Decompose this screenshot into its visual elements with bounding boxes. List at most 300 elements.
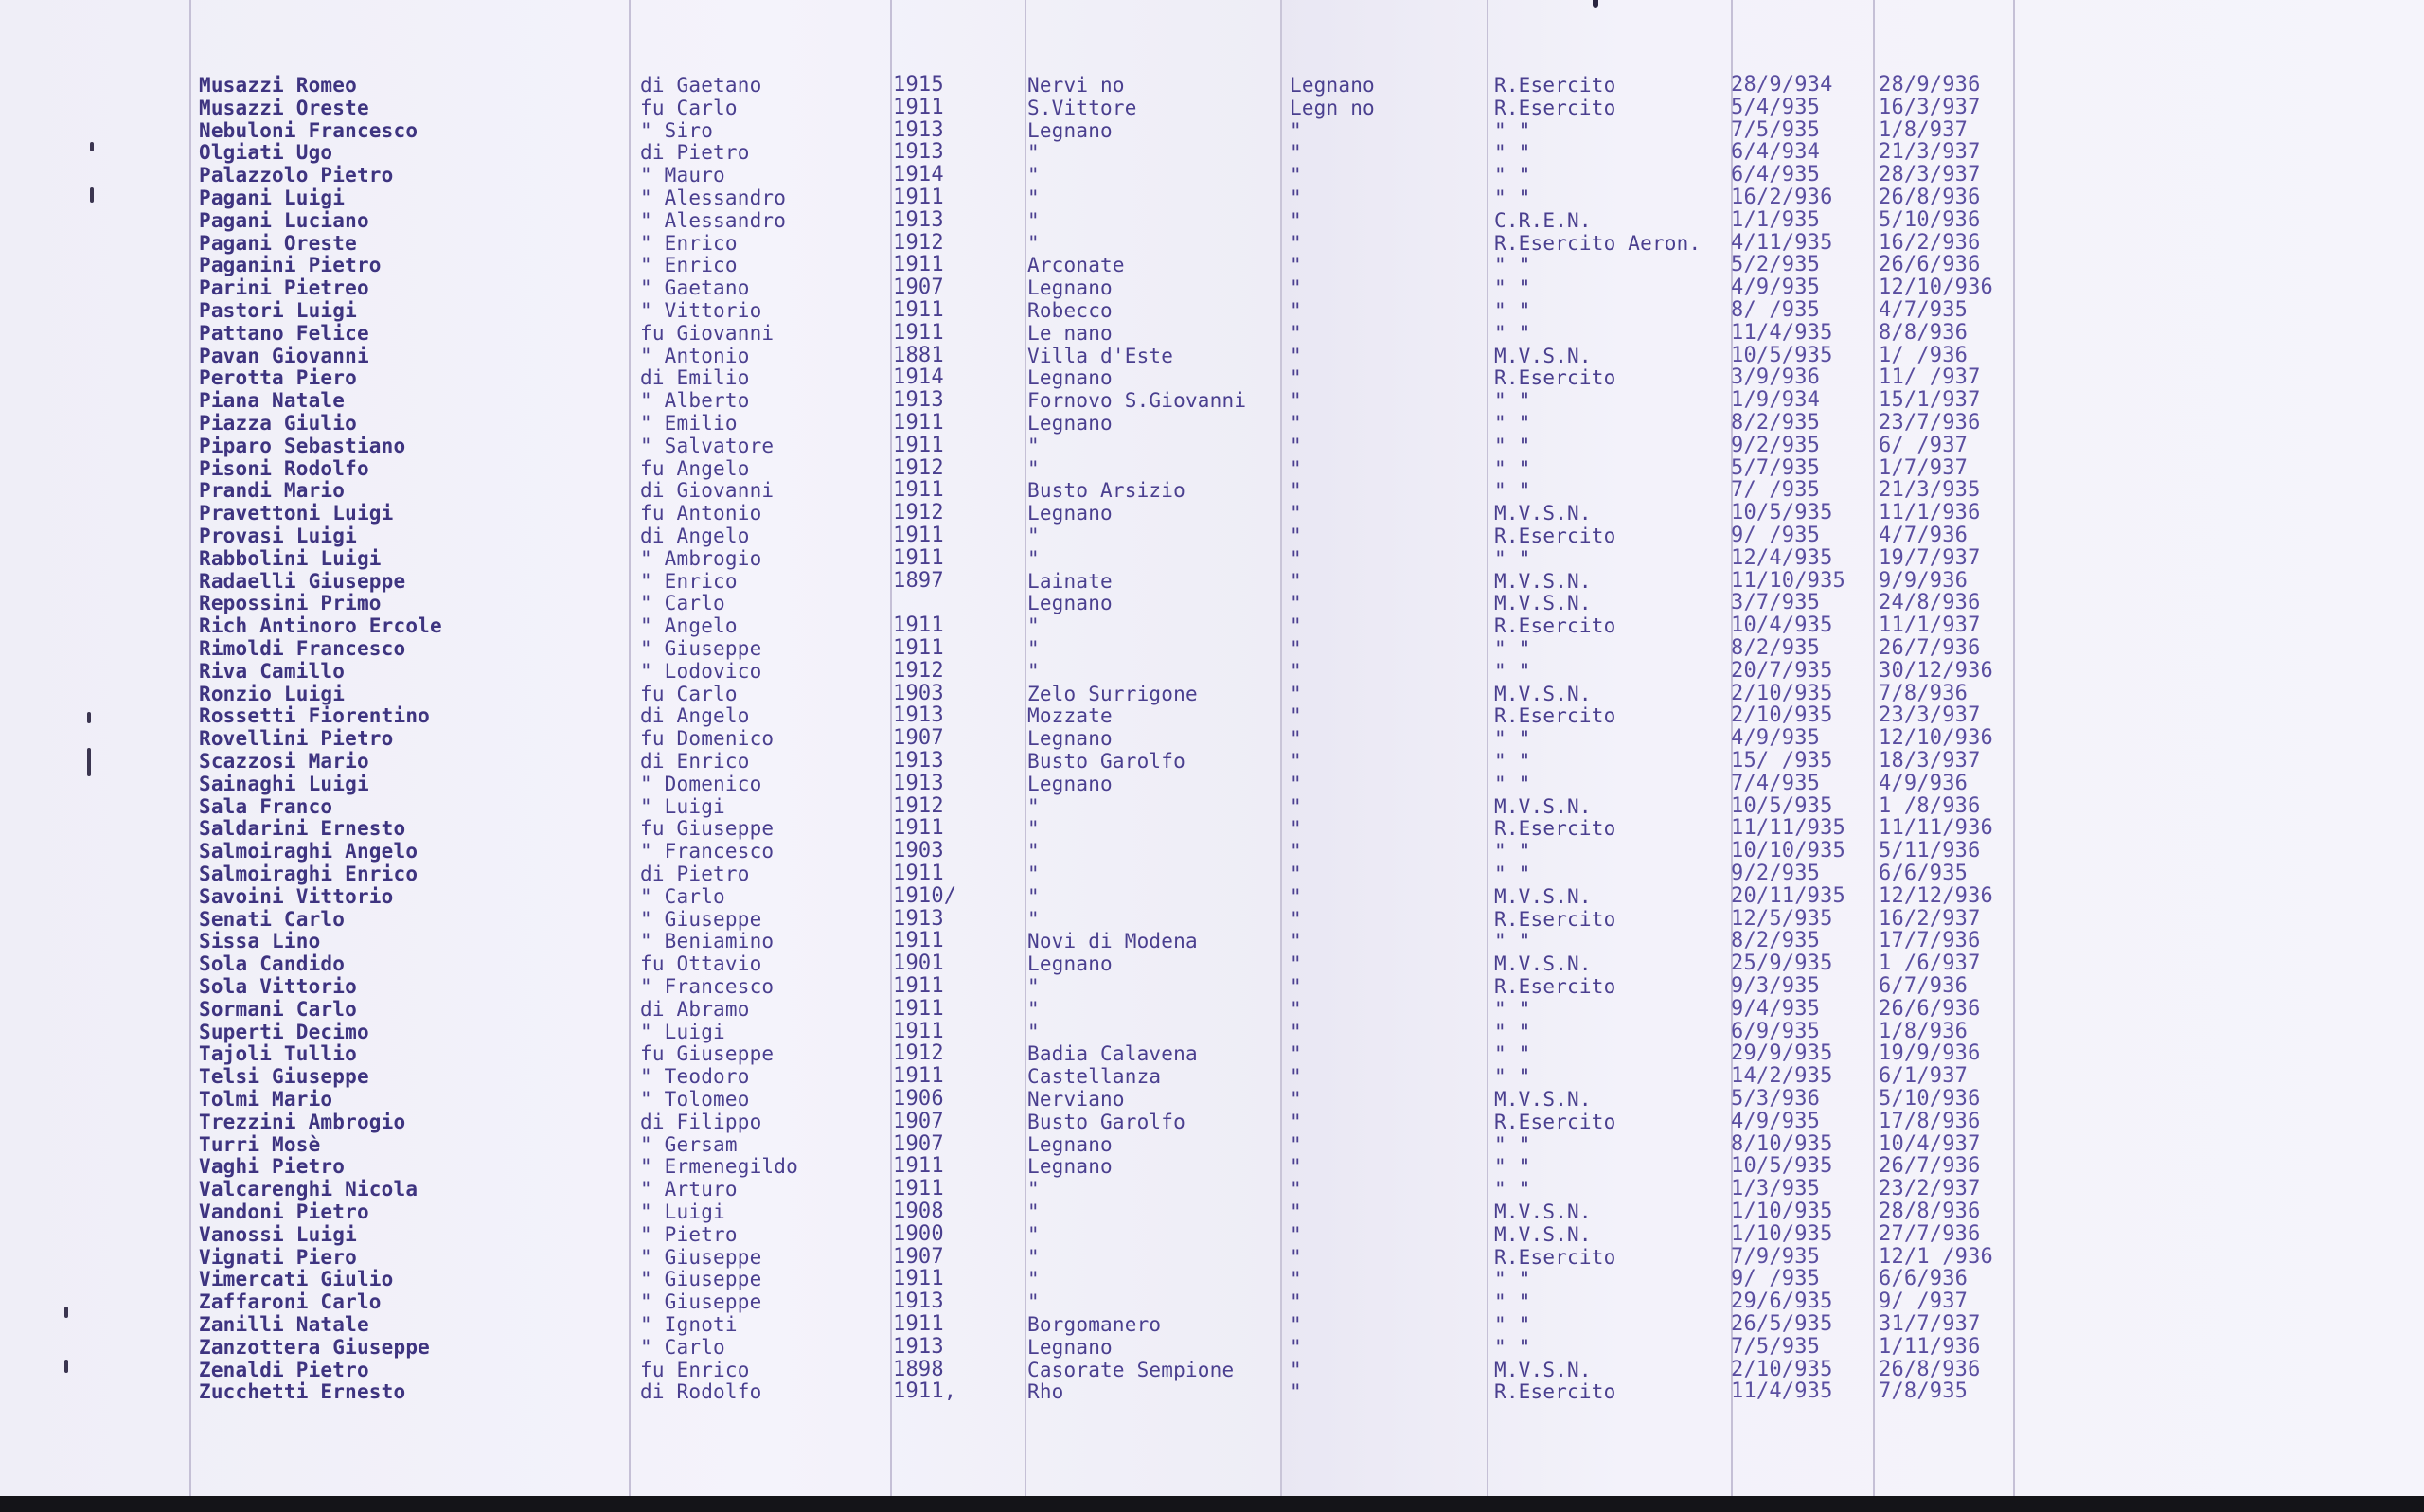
date-to: 17/7/936 [1879, 929, 1981, 953]
birth-year: 1913 [893, 703, 944, 728]
residence: " [1290, 952, 1302, 976]
birth-year: 1910/ [893, 883, 957, 908]
birthplace: " [1027, 975, 1040, 998]
father-name: di Angelo [640, 525, 750, 547]
person-name: Nebuloni Francesco [199, 118, 419, 142]
date-from: 15/ /935 [1731, 749, 1833, 773]
person-name: Pravettoni Luigi [199, 502, 394, 525]
birth-year: 1903 [893, 839, 944, 863]
date-to: 17/8/936 [1879, 1109, 1981, 1133]
residence: " [1290, 750, 1302, 773]
staple-mark [1593, 0, 1598, 8]
person-name: Zanilli Natale [199, 1313, 369, 1336]
table-row [0, 795, 2424, 818]
date-to: 1/7/937 [1879, 455, 1969, 480]
date-from: 9/2/935 [1731, 862, 1821, 885]
date-to: 26/8/936 [1879, 186, 1981, 209]
service-corps: R.Esercito [1494, 1380, 1616, 1404]
table-row [0, 570, 2424, 593]
person-name: Salmoiraghi Enrico [199, 863, 419, 885]
table-row [0, 704, 2424, 727]
residence: " [1290, 884, 1302, 908]
table-row [0, 885, 2424, 908]
table-row [0, 637, 2424, 660]
table-row [0, 614, 2424, 637]
date-to: 4/7/935 [1879, 298, 1969, 322]
birth-year: 1907 [893, 1109, 944, 1133]
date-from: 11/4/935 [1731, 320, 1833, 345]
date-to: 1/8/937 [1879, 117, 1969, 142]
residence: " [1290, 479, 1302, 503]
table-row [0, 97, 2424, 119]
date-from: 1/1/935 [1731, 207, 1821, 232]
table-row [0, 389, 2424, 412]
table-row [0, 412, 2424, 435]
birth-year: 1912 [893, 230, 944, 255]
service-corps: R.Esercito [1494, 704, 1616, 728]
person-name: Turri Mosè [199, 1132, 321, 1156]
birthplace: Legnano [1027, 1335, 1113, 1359]
birthplace: Legnano [1027, 592, 1113, 615]
table-row [0, 1313, 2424, 1336]
date-from: 10/5/935 [1731, 793, 1833, 818]
birthplace: " [1027, 817, 1040, 841]
residence: " [1290, 614, 1302, 638]
table-row [0, 1065, 2424, 1088]
father-name: di Angelo [640, 704, 750, 728]
table-row [0, 1223, 2424, 1246]
table-row [0, 1336, 2424, 1359]
service-corps: " " [1494, 479, 1531, 503]
person-name: Sala Franco [199, 794, 333, 818]
residence: " [1290, 569, 1302, 593]
service-corps: M.V.S.N. [1494, 569, 1592, 593]
birth-year: 1911 [893, 929, 944, 953]
residence: " [1290, 344, 1302, 367]
table-row [0, 547, 2424, 570]
date-from: 8/ /935 [1731, 298, 1821, 322]
birthplace: Legnano [1027, 366, 1113, 390]
date-to: 11/11/936 [1879, 816, 1994, 841]
residence: " [1290, 1222, 1302, 1246]
date-to: 23/3/937 [1879, 703, 1981, 728]
birthplace: Novi di Modena [1027, 930, 1198, 953]
birthplace: " [1027, 456, 1040, 480]
person-name: Saldarini Ernesto [199, 817, 406, 841]
date-to: 26/6/936 [1879, 996, 1981, 1021]
birth-year: 1911 [893, 478, 944, 503]
father-name: di Emilio [640, 366, 750, 390]
service-corps: " " [1494, 1268, 1531, 1291]
service-corps: " " [1494, 434, 1531, 457]
date-to: 16/2/936 [1879, 230, 1981, 255]
service-corps: " " [1494, 254, 1531, 277]
father-name: " Giuseppe [640, 1268, 762, 1291]
residence: " [1290, 187, 1302, 209]
date-to: 23/2/937 [1879, 1177, 1981, 1201]
residence: " [1290, 1358, 1302, 1381]
birthplace: " [1027, 164, 1040, 187]
person-name: Rovellini Pietro [199, 727, 394, 751]
birthplace: Castellanza [1027, 1065, 1162, 1089]
person-name: Zenaldi Pietro [199, 1358, 369, 1381]
date-from: 11/4/935 [1731, 1379, 1833, 1404]
table-row [0, 773, 2424, 795]
service-corps: M.V.S.N. [1494, 952, 1592, 976]
date-to: 5/10/936 [1879, 1087, 1981, 1111]
father-name: " Teodoro [640, 1065, 750, 1089]
date-to: 16/2/937 [1879, 906, 1981, 931]
service-corps: " " [1494, 750, 1531, 773]
date-to: 11/1/937 [1879, 614, 1981, 638]
date-to: 12/1 /936 [1879, 1244, 1994, 1269]
service-corps: R.Esercito [1494, 74, 1616, 97]
person-name: Valcarenghi Nicola [199, 1178, 419, 1201]
birthplace: " [1027, 434, 1040, 457]
birthplace: " [1027, 546, 1040, 570]
service-corps: " " [1494, 997, 1531, 1021]
birth-year: 1911 [893, 974, 944, 998]
birthplace: Busto Arsizio [1027, 479, 1185, 503]
table-row [0, 750, 2424, 773]
table-row [0, 479, 2424, 502]
birthplace: Villa d'Este [1027, 344, 1174, 367]
table-row [0, 1359, 2424, 1381]
birth-year: 1912 [893, 658, 944, 683]
date-to: 8/8/936 [1879, 320, 1969, 345]
birthplace: Legnano [1027, 276, 1113, 300]
residence: " [1290, 997, 1302, 1021]
person-name: Superti Decimo [199, 1020, 369, 1043]
residence: " [1290, 592, 1302, 615]
person-name: Palazzolo Pietro [199, 164, 394, 187]
service-corps: " " [1494, 141, 1531, 165]
residence: " [1290, 840, 1302, 863]
service-corps: M.V.S.N. [1494, 682, 1592, 705]
scan-bottom-edge [0, 1496, 2424, 1512]
date-to: 21/3/935 [1879, 478, 1981, 503]
father-name: di Pietro [640, 863, 750, 885]
date-from: 16/2/936 [1731, 186, 1833, 209]
table-row [0, 592, 2424, 614]
birth-year: 1911 [893, 816, 944, 841]
birthplace: " [1027, 1201, 1040, 1223]
residence: " [1290, 1020, 1302, 1043]
residence: " [1290, 208, 1302, 232]
person-name: Savoini Vittorio [199, 884, 394, 908]
father-name: fu Giuseppe [640, 817, 775, 841]
date-from: 1/10/935 [1731, 1221, 1833, 1246]
person-name: Musazzi Romeo [199, 74, 357, 97]
date-from: 7/5/935 [1731, 117, 1821, 142]
residence: " [1290, 118, 1302, 142]
birth-year: 1911 [893, 298, 944, 322]
table-row [0, 502, 2424, 525]
date-to: 7/8/935 [1879, 1379, 1969, 1404]
date-from: 1/3/935 [1731, 1177, 1821, 1201]
date-from: 6/4/934 [1731, 140, 1821, 165]
birthplace: Legnano [1027, 772, 1113, 795]
birthplace: " [1027, 884, 1040, 908]
table-row [0, 366, 2424, 389]
birthplace: Casorate Sempione [1027, 1358, 1235, 1381]
father-name: " Carlo [640, 1335, 725, 1359]
person-name: Senati Carlo [199, 907, 346, 931]
service-corps: R.Esercito [1494, 907, 1616, 931]
date-to: 18/3/937 [1879, 749, 1981, 773]
date-to: 5/10/936 [1879, 207, 1981, 232]
father-name: fu Giuseppe [640, 1042, 775, 1066]
date-to: 4/9/936 [1879, 771, 1969, 795]
service-corps: " " [1494, 1335, 1531, 1359]
residence: Legnano [1290, 74, 1375, 97]
residence: " [1290, 366, 1302, 390]
birth-year: 1903 [893, 681, 944, 705]
father-name: fu Antonio [640, 502, 762, 525]
person-name: Olgiati Ugo [199, 141, 333, 165]
father-name: " Luigi [640, 1201, 725, 1223]
person-name: Vanossi Luigi [199, 1222, 357, 1246]
date-from: 8/2/935 [1731, 411, 1821, 435]
residence: " [1290, 321, 1302, 345]
person-name: Piparo Sebastiano [199, 434, 406, 457]
service-corps: R.Esercito [1494, 1245, 1616, 1269]
date-to: 11/ /937 [1879, 365, 1981, 390]
residence: " [1290, 434, 1302, 457]
service-corps: " " [1494, 863, 1531, 885]
service-corps: " " [1494, 659, 1531, 683]
father-name: di Abramo [640, 997, 750, 1021]
birth-year: 1911, [893, 1379, 957, 1404]
table-row [0, 1042, 2424, 1065]
father-name: " Tolomeo [640, 1088, 750, 1111]
father-name: " Carlo [640, 592, 725, 615]
birthplace: " [1027, 1178, 1040, 1201]
residence: " [1290, 772, 1302, 795]
father-name: " Beniamino [640, 930, 775, 953]
service-corps: R.Esercito [1494, 817, 1616, 841]
date-from: 9/ /935 [1731, 1267, 1821, 1291]
residence: " [1290, 1132, 1302, 1156]
date-to: 6/7/936 [1879, 974, 1969, 998]
residence: " [1290, 1268, 1302, 1291]
table-row [0, 254, 2424, 276]
father-name: fu Angelo [640, 456, 750, 480]
residence: " [1290, 1042, 1302, 1066]
date-from: 9/3/935 [1731, 974, 1821, 998]
father-name: " Vittorio [640, 299, 762, 322]
date-from: 8/10/935 [1731, 1131, 1833, 1156]
father-name: " Gersam [640, 1132, 738, 1156]
birthplace: Nerviano [1027, 1088, 1125, 1111]
date-from: 11/11/935 [1731, 816, 1846, 841]
service-corps: M.V.S.N. [1494, 1222, 1592, 1246]
service-corps: " " [1494, 299, 1531, 322]
birthplace: " [1027, 231, 1040, 255]
date-to: 1/8/936 [1879, 1019, 1969, 1043]
birth-year: 1907 [893, 1244, 944, 1269]
father-name: " Ignoti [640, 1313, 738, 1336]
date-to: 9/ /937 [1879, 1290, 1969, 1314]
date-to: 26/6/936 [1879, 253, 1981, 277]
date-to: 31/7/937 [1879, 1312, 1981, 1336]
birthplace: Zelo Surrigone [1027, 682, 1198, 705]
table-row [0, 299, 2424, 322]
birth-year: 1911 [893, 186, 944, 209]
birth-year: 1907 [893, 726, 944, 751]
service-corps: " " [1494, 727, 1531, 751]
father-name: " Siro [640, 118, 714, 142]
birthplace: Borgomanero [1027, 1313, 1162, 1336]
person-name: Vignati Piero [199, 1245, 357, 1269]
birth-year: 1913 [893, 207, 944, 232]
person-name: Tolmi Mario [199, 1088, 333, 1111]
father-name: " Domenico [640, 772, 762, 795]
date-from: 9/2/935 [1731, 433, 1821, 457]
table-row [0, 1111, 2424, 1133]
date-from: 20/7/935 [1731, 658, 1833, 683]
residence: " [1290, 1335, 1302, 1359]
date-from: 5/2/935 [1731, 253, 1821, 277]
birth-year: 1911 [893, 862, 944, 885]
service-corps: " " [1494, 1132, 1531, 1156]
person-name: Repossini Primo [199, 592, 382, 615]
service-corps: M.V.S.N. [1494, 502, 1592, 525]
date-from: 4/9/935 [1731, 1109, 1821, 1133]
father-name: " Angelo [640, 614, 738, 638]
service-corps: R.Esercito [1494, 366, 1616, 390]
date-from: 11/10/935 [1731, 568, 1846, 593]
person-name: Vandoni Pietro [199, 1201, 369, 1223]
person-name: Salmoiraghi Angelo [199, 840, 419, 863]
birthplace: Legnano [1027, 1155, 1113, 1179]
birth-year: 1911 [893, 996, 944, 1021]
table-row [0, 435, 2424, 457]
date-from: 9/ /935 [1731, 524, 1821, 547]
date-from: 10/10/935 [1731, 839, 1846, 863]
person-name: Trezzini Ambrogio [199, 1110, 406, 1133]
father-name: " Antonio [640, 344, 750, 367]
table-row [0, 660, 2424, 683]
birth-year: 1911 [893, 95, 944, 119]
date-from: 1/9/934 [1731, 388, 1821, 413]
person-name: Pagani Oreste [199, 231, 357, 255]
birthplace: Badia Calavena [1027, 1042, 1198, 1066]
birthplace: " [1027, 997, 1040, 1021]
date-to: 26/7/936 [1879, 1154, 1981, 1179]
date-from: 5/7/935 [1731, 455, 1821, 480]
person-name: Ronzio Luigi [199, 682, 346, 705]
father-name: " Salvatore [640, 434, 775, 457]
person-name: Pastori Luigi [199, 299, 357, 322]
father-name: " Giuseppe [640, 637, 762, 660]
date-from: 10/5/935 [1731, 1154, 1833, 1179]
birthplace: " [1027, 614, 1040, 638]
date-from: 12/5/935 [1731, 906, 1833, 931]
father-name: " Mauro [640, 164, 725, 187]
birthplace: " [1027, 637, 1040, 660]
service-corps: " " [1494, 1065, 1531, 1089]
father-name: di Filippo [640, 1110, 762, 1133]
birth-year: 1911 [893, 320, 944, 345]
person-name: Sola Candido [199, 952, 346, 976]
birth-year: 1911 [893, 433, 944, 457]
residence: " [1290, 1290, 1302, 1314]
person-name: Piana Natale [199, 389, 346, 413]
table-row [0, 930, 2424, 952]
residence: " [1290, 276, 1302, 300]
birthplace: Nervi no [1027, 74, 1125, 97]
table-row [0, 683, 2424, 705]
date-from: 29/6/935 [1731, 1290, 1833, 1314]
person-name: Piazza Giulio [199, 412, 357, 435]
residence: " [1290, 1178, 1302, 1201]
birthplace: " [1027, 525, 1040, 547]
person-name: Rabbolini Luigi [199, 546, 382, 570]
birth-year: 1912 [893, 793, 944, 818]
date-from: 25/9/935 [1731, 952, 1833, 976]
person-name: Rimoldi Francesco [199, 637, 406, 660]
birth-year: 1911 [893, 545, 944, 570]
residence: " [1290, 907, 1302, 931]
father-name: " Pietro [640, 1222, 738, 1246]
date-from: 10/5/935 [1731, 501, 1833, 525]
person-name: Parini Pietreo [199, 276, 369, 300]
date-from: 10/4/935 [1731, 614, 1833, 638]
father-name: fu Ottavio [640, 952, 762, 976]
service-corps: " " [1494, 637, 1531, 660]
birth-year: 1913 [893, 140, 944, 165]
service-corps: " " [1494, 1290, 1531, 1314]
date-to: 12/10/936 [1879, 276, 1994, 300]
table-row [0, 1290, 2424, 1313]
date-from: 3/9/936 [1731, 365, 1821, 390]
person-name: Zucchetti Ernesto [199, 1380, 406, 1404]
father-name: " Ermenegildo [640, 1155, 798, 1179]
person-name: Scazzosi Mario [199, 750, 369, 773]
father-name: " Enrico [640, 569, 738, 593]
service-corps: " " [1494, 164, 1531, 187]
father-name: " Giuseppe [640, 1245, 762, 1269]
table-row [0, 1178, 2424, 1201]
service-corps: R.Esercito Aeron. [1494, 231, 1702, 255]
birth-year: 1914 [893, 163, 944, 187]
residence: " [1290, 254, 1302, 277]
father-name: " Emilio [640, 412, 738, 435]
date-to: 28/9/936 [1879, 73, 1981, 97]
date-to: 6/1/937 [1879, 1064, 1969, 1089]
date-from: 2/10/935 [1731, 1357, 1833, 1381]
birthplace: " [1027, 141, 1040, 165]
date-from: 7/ /935 [1731, 478, 1821, 503]
date-to: 7/8/936 [1879, 681, 1969, 705]
person-name: Pisoni Rodolfo [199, 456, 369, 480]
father-name: di Enrico [640, 750, 750, 773]
date-to: 12/10/936 [1879, 726, 1994, 751]
person-name: Rossetti Fiorentino [199, 704, 431, 728]
birth-year: 1897 [893, 568, 944, 593]
date-from: 4/11/935 [1731, 230, 1833, 255]
service-corps: R.Esercito [1494, 525, 1616, 547]
date-from: 12/4/935 [1731, 545, 1833, 570]
father-name: " Ambrogio [640, 546, 762, 570]
residence: " [1290, 299, 1302, 322]
person-name: Pagani Luigi [199, 187, 346, 209]
father-name: di Rodolfo [640, 1380, 762, 1404]
birth-year: 1911 [893, 1267, 944, 1291]
birth-year: 1907 [893, 276, 944, 300]
father-name: " Francesco [640, 840, 775, 863]
